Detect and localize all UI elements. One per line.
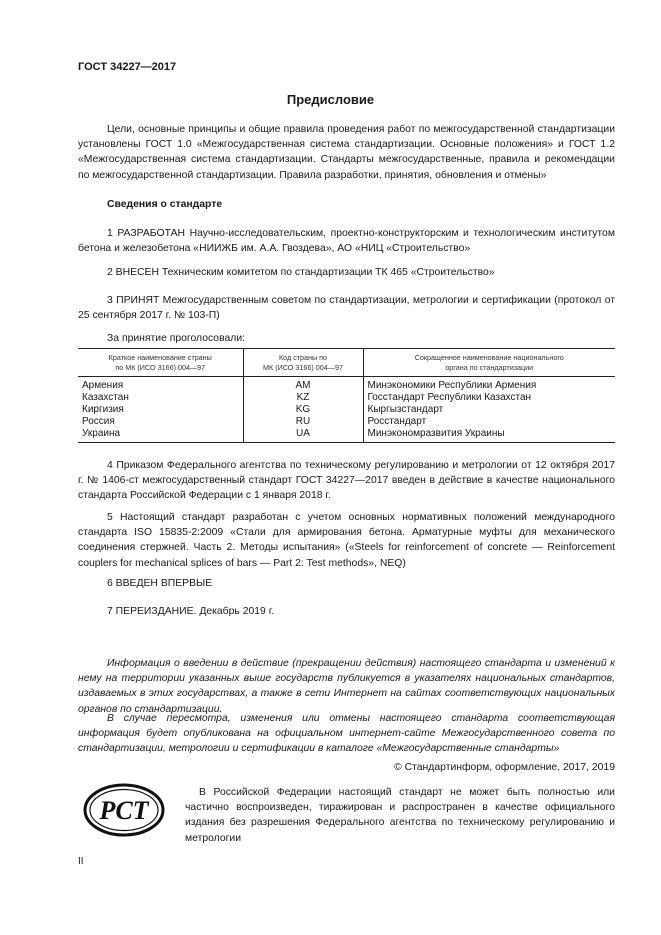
page-title: Предисловие xyxy=(286,92,375,107)
item-enacted: 4 Приказом Федерального агентства по техническому регулированию и метрологии от 12 октября 2017 г. № 1406-ст межгосударственный стандарт ГОСТ 34227—2017 введен в действие в качестве национального стандарта Российской Федерации с 1 января 2018 г. xyxy=(78,460,615,502)
table-row xyxy=(78,428,615,443)
cell-code: RU xyxy=(243,416,363,428)
table-row xyxy=(78,404,615,416)
cell-body: Госстандарт Республики Казахстан xyxy=(363,392,615,404)
cell-country: Россия xyxy=(82,416,115,427)
copyright-line: © Стандартинформ, оформление, 2017, 2019 xyxy=(394,762,615,773)
svg-text:РСТ: РСТ xyxy=(99,796,149,825)
cell-country: Армения xyxy=(82,380,124,391)
cell-code: UA xyxy=(243,428,363,443)
rf-reproduction-notice: В Российской Федерации настоящий стандарт не может быть полностью или частично воспроизведен, тиражирован и распространен в качестве официального издания без разрешения Федерального агентства по техническому регулированию и метрологии xyxy=(185,787,615,844)
cell-code: KZ xyxy=(243,392,363,404)
table-row xyxy=(78,392,615,404)
cell-body: Минэкономики Республики Армения xyxy=(363,377,615,393)
intro-paragraph: Цели, основные принципы и общие правила проведения работ по межгосударственной стандартизации установлены ГОСТ 1.0 «Межгосударственная система стандартизации. Основные положения» и ГОСТ 1.2 «Межгосударственная система стандартизации. Стандарты межгосударственные, правила и рекомендации по межгосударственной стандартизации. Правила разработки, принятия, обновления и отмены» xyxy=(78,124,615,181)
header-code: Код страны по МК (ИСО 3166) 004—97 xyxy=(243,349,363,377)
notice-publication: Информация о введении в действие (прекращении действия) настоящего стандарта и изменений к нему на территории указанных выше государств публикуется в указателях национальных стандартов, издаваемых в этих государствах, а также в сети Интернет на сайтах соответствующих национальных органов по стандартизации. xyxy=(78,658,615,715)
page-number: II xyxy=(78,856,84,867)
voting-table xyxy=(78,348,615,443)
item-adopted: 3 ПРИНЯТ Межгосударственным советом по стандартизации, метрологии и сертификации (протокол от 25 сентября 2017 г. № 103-П) xyxy=(78,295,615,322)
item-introduced: 2 ВНЕСЕН Техническим комитетом по стандартизации ТК 465 «Строительство» xyxy=(107,267,495,278)
rst-logo-icon xyxy=(82,782,166,838)
item-reissue: 7 ПЕРЕИЗДАНИЕ. Декабрь 2019 г. xyxy=(107,606,275,617)
item-first-introduced: 6 ВВЕДЕН ВПЕРВЫЕ xyxy=(107,578,213,589)
cell-code: KG xyxy=(243,404,363,416)
table-row xyxy=(78,377,615,393)
document-header: ГОСТ 34227—2017 xyxy=(78,61,177,73)
cell-body: Росстандарт xyxy=(363,416,615,428)
item-based-on: 5 Настоящий стандарт разработан с учетом основных нормативных положений международного стандарта ISO 15835-2:2009 «Стали для армирования бетона. Арматурные муфты для механического соединения стержней. Часть 2. Методы испытания» («Steels for reinforcement of concrete — Reinforcement couplers for mechanical splices of bars — Part 2: Test methods», NEQ) xyxy=(78,512,615,569)
cell-country: Казахстан xyxy=(82,392,129,403)
cell-code: AM xyxy=(243,377,363,393)
cell-country: Киргизия xyxy=(82,404,124,415)
table-header-row xyxy=(78,349,615,377)
item-developed: 1 РАЗРАБОТАН Научно-исследовательским, проектно-конструкторским и технологическим институтом бетона и железобетона «НИИЖБ им. А.А. Гвоздева», АО «НИЦ «Строительство» xyxy=(78,228,615,255)
cell-body: Кыргызстандарт xyxy=(363,404,615,416)
info-heading: Сведения о стандарте xyxy=(107,199,223,210)
cell-country: Украина xyxy=(78,428,243,443)
header-body: Сокращенное наименование национального органа по стандартизации xyxy=(363,349,615,377)
agreed-label: За принятие проголосовали: xyxy=(107,333,246,344)
header-country: Краткое наименование страны по МК (ИСО 3166) 004—97 xyxy=(78,349,243,377)
cell-body: Минэкономразвития Украины xyxy=(363,428,615,443)
notice-revision: В случае пересмотра, изменения или отмены настоящего стандарта соответствующая информация будет опубликована на официальном интернет-сайте Межгосударственного совета по стандартизации, метрологии и сертификации в каталоге «Межгосударственные стандарты» xyxy=(78,713,615,755)
table-row xyxy=(78,416,615,428)
